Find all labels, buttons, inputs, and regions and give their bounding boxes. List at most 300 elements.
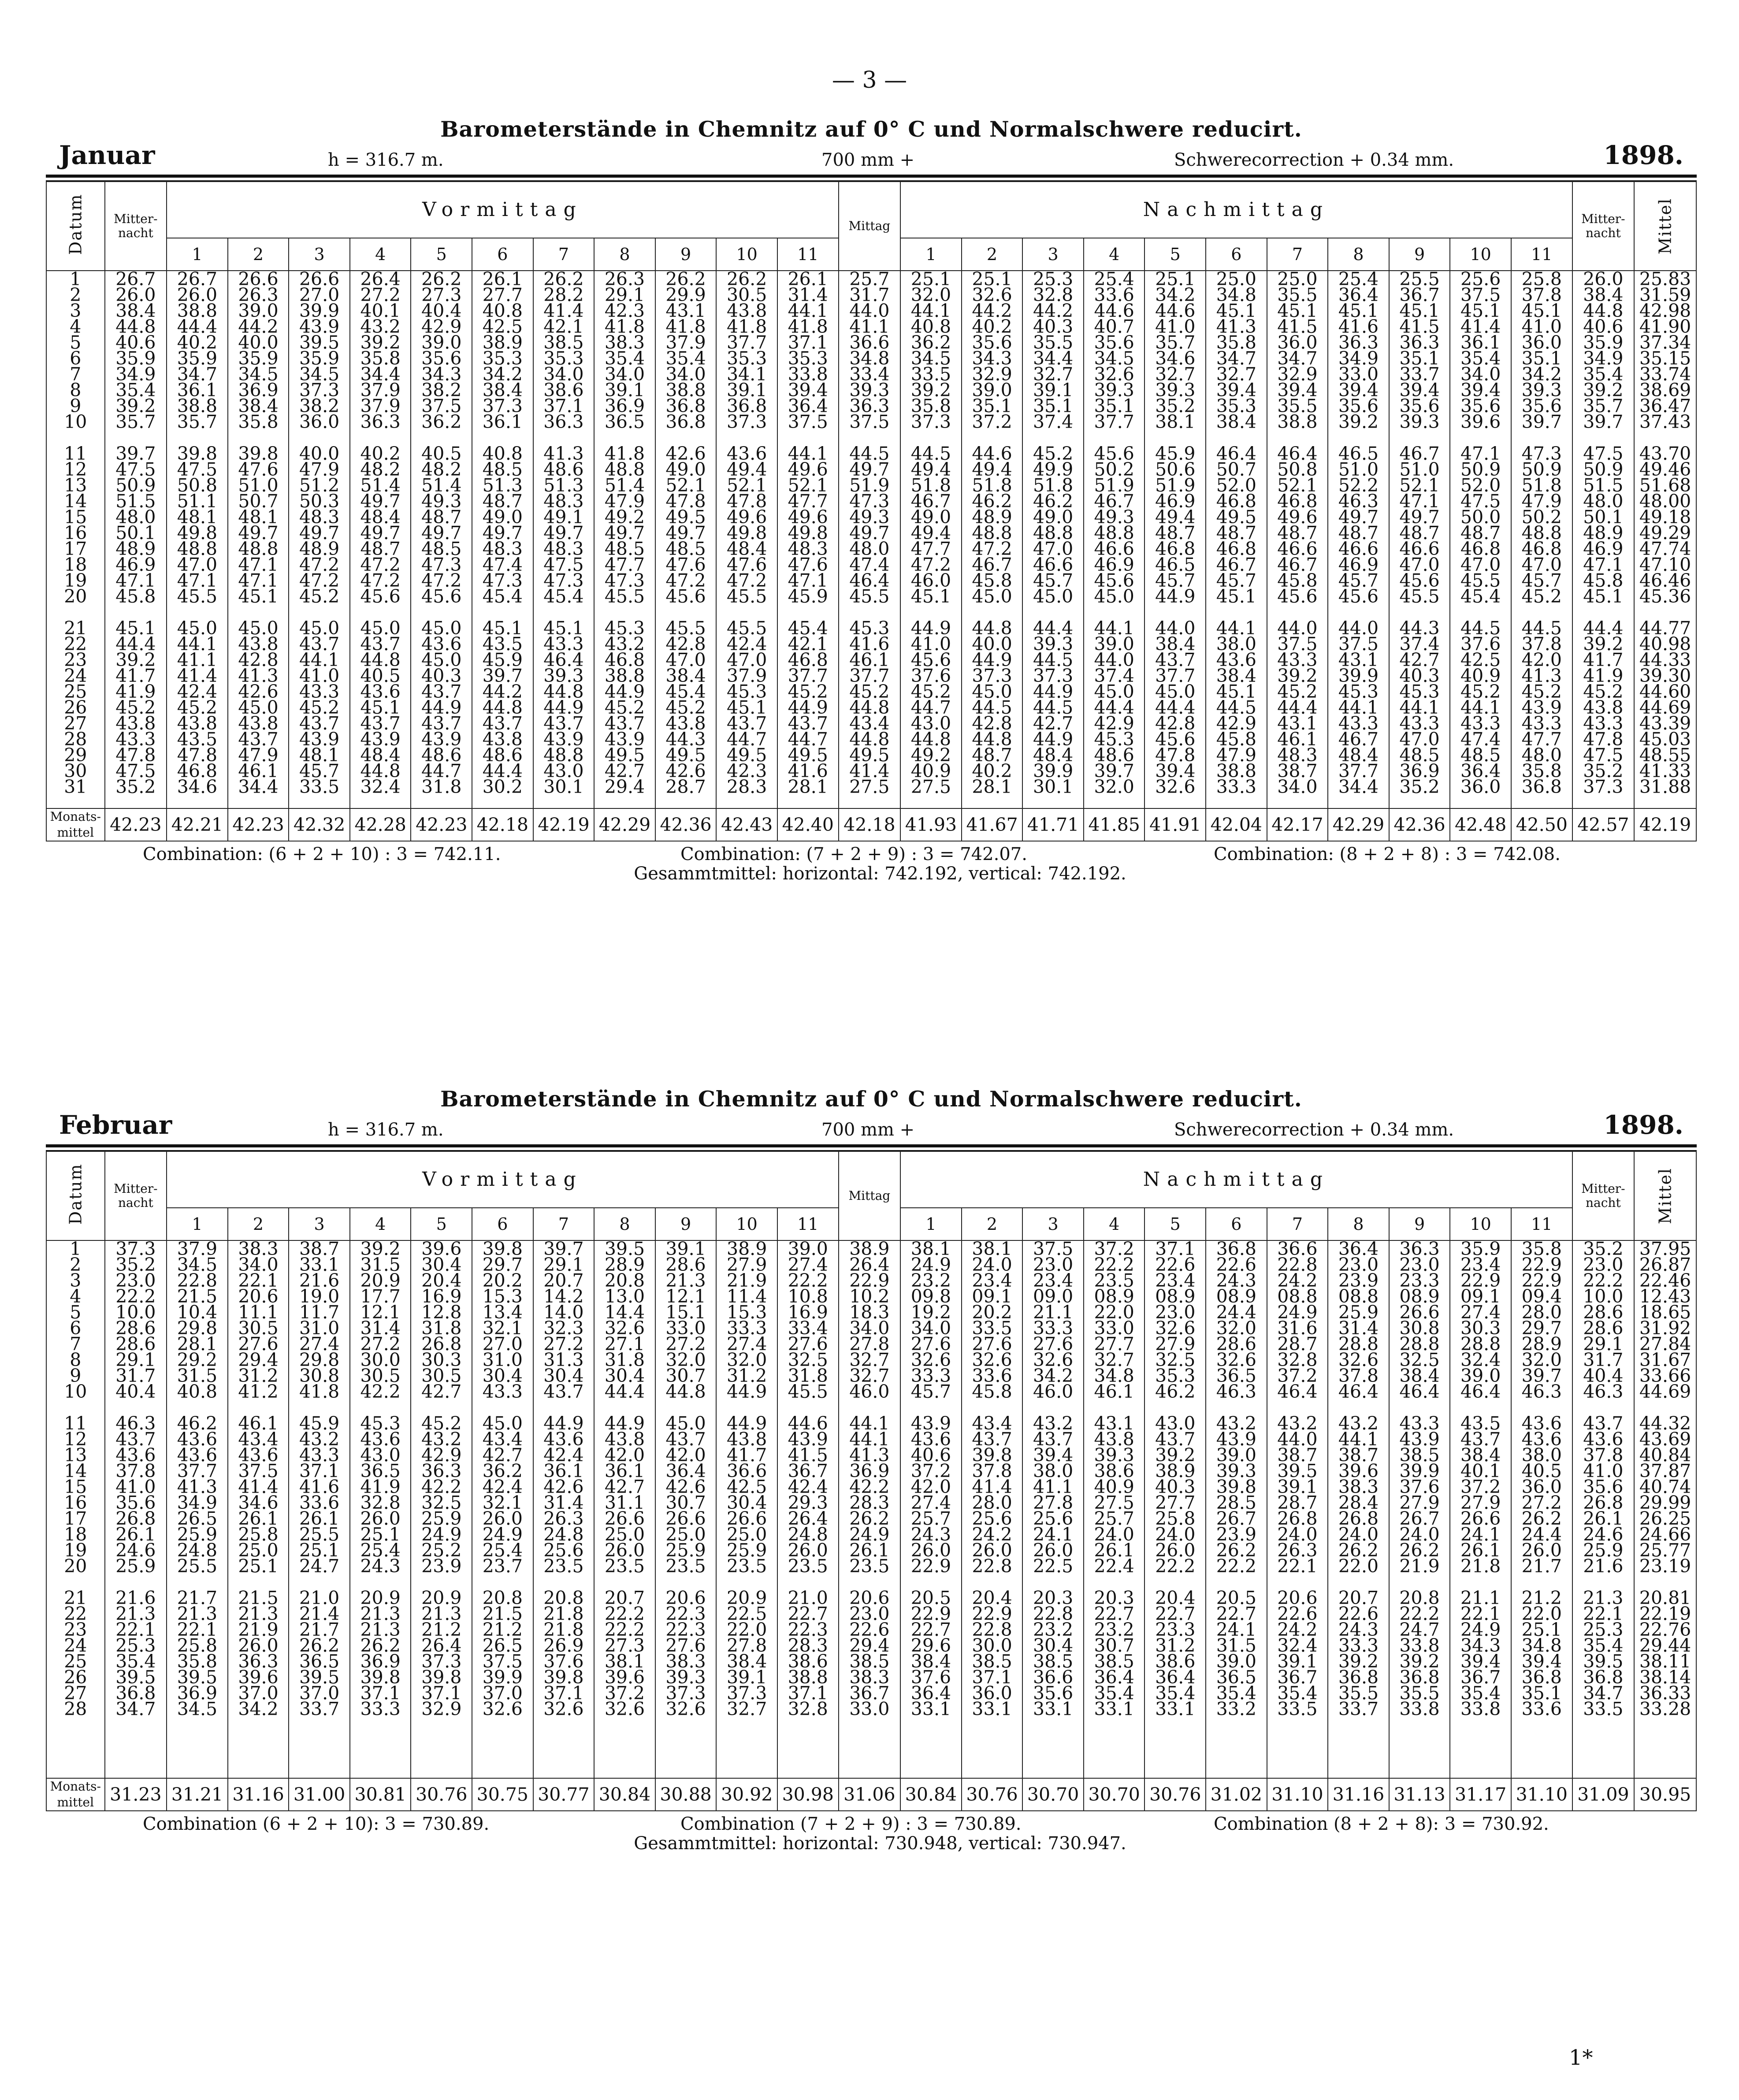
- value-cell: 33.6: [962, 1368, 1023, 1384]
- value-cell: 41.0: [1572, 1463, 1635, 1479]
- spacer-cell: [1511, 1717, 1572, 1778]
- header-hour: 11: [1511, 1208, 1572, 1240]
- mean-cell: 31.17: [1450, 1778, 1511, 1811]
- day-cell: 26: [46, 1669, 105, 1685]
- value-cell: 38.4: [228, 398, 289, 414]
- day-cell: 11: [46, 446, 105, 462]
- value-cell: 22.9: [1511, 1257, 1572, 1273]
- value-cell: 30.7: [655, 1495, 717, 1511]
- day-cell: 25: [46, 1653, 105, 1669]
- value-cell: 35.4: [105, 382, 167, 398]
- value-cell: 25.7: [1084, 1511, 1145, 1527]
- spacer-cell: [289, 1717, 350, 1778]
- value-cell: 44.9: [777, 700, 839, 715]
- value-cell: 34.2: [1511, 366, 1572, 382]
- value-cell: 45.1: [1511, 303, 1572, 319]
- value-cell: 40.5: [411, 446, 472, 462]
- value-cell: 28.2: [533, 287, 595, 303]
- value-cell: 41.1: [839, 319, 901, 335]
- value-cell: 43.9: [350, 731, 411, 747]
- value-cell: 21.3: [167, 1606, 228, 1622]
- mean-cell: 41.85: [1084, 808, 1145, 841]
- mean-cell: 30.75: [472, 1778, 533, 1811]
- value-cell: 25.77: [1634, 1542, 1696, 1558]
- value-cell: 36.6: [716, 1463, 777, 1479]
- value-cell: 45.5: [1450, 573, 1511, 588]
- mean-cell: 41.67: [962, 808, 1023, 841]
- value-cell: 35.9: [167, 350, 228, 366]
- value-cell: 44.4: [105, 636, 167, 652]
- value-cell: 46.8: [1511, 541, 1572, 557]
- value-cell: 39.6: [228, 1669, 289, 1685]
- value-cell: 42.3: [716, 763, 777, 779]
- value-cell: 51.1: [167, 493, 228, 509]
- value-cell: 43.6: [716, 446, 777, 462]
- value-cell: 26.0: [1144, 1542, 1206, 1558]
- value-cell: 42.4: [777, 1479, 839, 1495]
- value-cell: 43.5: [1450, 1415, 1511, 1431]
- value-cell: 42.2: [411, 1479, 472, 1495]
- value-cell: 43.6: [167, 1447, 228, 1463]
- spacer-cell: [1206, 1717, 1267, 1778]
- value-cell: 21.8: [533, 1606, 595, 1622]
- value-cell: 31.5: [167, 1368, 228, 1384]
- day-cell: 22: [46, 1606, 105, 1622]
- value-cell: 46.9: [1328, 557, 1389, 573]
- year: 1898.: [1603, 1110, 1683, 1140]
- value-cell: 39.2: [1572, 382, 1635, 398]
- value-cell: 22.46: [1634, 1273, 1696, 1288]
- value-cell: 32.9: [1267, 366, 1328, 382]
- value-cell: 39.0: [962, 382, 1023, 398]
- value-cell: 45.0: [962, 684, 1023, 700]
- monthly-mean-row: [46, 1778, 1696, 1811]
- value-cell: 24.3: [1206, 1273, 1267, 1288]
- mean-cell: 30.98: [777, 1778, 839, 1811]
- value-cell: 26.2: [533, 271, 595, 287]
- value-cell: 32.7: [1084, 1352, 1145, 1368]
- value-cell: 35.5: [1328, 1685, 1389, 1701]
- header-hour: 1: [900, 1208, 962, 1240]
- value-cell: 51.68: [1634, 477, 1696, 493]
- value-cell: 30.3: [411, 1352, 472, 1368]
- mean-cell: 42.17: [1267, 808, 1328, 841]
- day-cell: 9: [46, 1368, 105, 1384]
- value-cell: 41.5: [777, 1447, 839, 1463]
- row-spacer: [46, 1717, 1696, 1778]
- value-cell: 47.2: [289, 573, 350, 588]
- value-cell: 24.1: [1022, 1527, 1084, 1542]
- value-cell: 25.0: [1267, 271, 1328, 287]
- value-cell: 32.6: [655, 1701, 717, 1717]
- value-cell: 45.2: [167, 700, 228, 715]
- rule: [46, 175, 1697, 178]
- value-cell: 34.8: [1206, 287, 1267, 303]
- value-cell: 39.0: [1206, 1653, 1267, 1669]
- value-cell: 43.6: [533, 1431, 595, 1447]
- value-cell: 28.6: [655, 1257, 717, 1273]
- value-cell: 22.8: [167, 1273, 228, 1288]
- value-cell: 37.2: [1267, 1368, 1328, 1384]
- value-cell: 36.4: [1328, 1240, 1389, 1257]
- value-cell: 49.6: [1267, 509, 1328, 525]
- value-cell: 27.6: [777, 1336, 839, 1352]
- value-cell: 39.5: [1572, 1653, 1635, 1669]
- mean-cell: 42.29: [594, 808, 655, 841]
- value-cell: 43.2: [289, 1431, 350, 1447]
- value-cell: 24.2: [962, 1527, 1023, 1542]
- value-cell: 22.1: [1267, 1558, 1328, 1574]
- value-cell: 39.3: [1206, 1463, 1267, 1479]
- value-cell: 33.3: [900, 1368, 962, 1384]
- value-cell: 39.7: [1511, 414, 1572, 430]
- value-cell: 35.7: [105, 414, 167, 430]
- value-cell: 36.0: [289, 414, 350, 430]
- value-cell: 22.6: [1267, 1606, 1328, 1622]
- value-cell: 38.14: [1634, 1669, 1696, 1685]
- value-cell: 11.1: [228, 1304, 289, 1320]
- value-cell: 49.7: [839, 462, 901, 477]
- value-cell: 10.2: [839, 1288, 901, 1304]
- value-cell: 30.4: [472, 1368, 533, 1384]
- value-cell: 39.5: [1267, 1463, 1328, 1479]
- value-cell: 42.0: [655, 1447, 717, 1463]
- day-cell: 31: [46, 779, 105, 795]
- value-cell: 27.6: [1022, 1336, 1084, 1352]
- value-cell: 40.1: [1450, 1463, 1511, 1479]
- value-cell: 34.0: [533, 366, 595, 382]
- mean-cell: 41.91: [1144, 808, 1206, 841]
- value-cell: 34.9: [1572, 350, 1635, 366]
- value-cell: 41.6: [839, 636, 901, 652]
- value-cell: 39.1: [1267, 1653, 1328, 1669]
- day-cell: 19: [46, 1542, 105, 1558]
- value-cell: 24.1: [1450, 1527, 1511, 1542]
- value-cell: 42.7: [594, 1479, 655, 1495]
- value-cell: 25.0: [655, 1527, 717, 1542]
- value-cell: 43.7: [594, 715, 655, 731]
- value-cell: 32.1: [472, 1495, 533, 1511]
- header-hour: 3: [1022, 1208, 1084, 1240]
- value-cell: 37.7: [167, 1463, 228, 1479]
- value-cell: 49.9: [1022, 462, 1084, 477]
- value-cell: 27.6: [962, 1336, 1023, 1352]
- value-cell: 15.3: [472, 1288, 533, 1304]
- value-cell: 32.6: [962, 1352, 1023, 1368]
- value-cell: 39.0: [228, 303, 289, 319]
- value-cell: 37.5: [1450, 287, 1511, 303]
- value-cell: 35.4: [1144, 1685, 1206, 1701]
- value-cell: 34.2: [472, 366, 533, 382]
- value-cell: 40.0: [962, 636, 1023, 652]
- value-cell: 28.6: [1572, 1304, 1635, 1320]
- value-cell: 44.77: [1634, 620, 1696, 636]
- value-cell: 45.6: [655, 588, 717, 604]
- value-cell: 20.9: [411, 1590, 472, 1606]
- value-cell: 36.5: [350, 1463, 411, 1479]
- value-cell: 39.2: [105, 652, 167, 668]
- value-cell: 44.2: [1022, 303, 1084, 319]
- station-height: h = 316.7 m.: [328, 150, 444, 170]
- value-cell: 49.5: [777, 747, 839, 763]
- value-cell: 46.6: [1084, 541, 1145, 557]
- value-cell: 44.1: [1328, 700, 1389, 715]
- value-cell: 23.0: [839, 1606, 901, 1622]
- value-cell: 40.8: [167, 1384, 228, 1400]
- day-cell: 21: [46, 1590, 105, 1606]
- value-cell: 34.8: [839, 350, 901, 366]
- value-cell: 39.1: [716, 1669, 777, 1685]
- value-cell: 20.6: [655, 1590, 717, 1606]
- value-cell: 45.1: [1206, 588, 1267, 604]
- value-cell: 37.4: [1084, 668, 1145, 684]
- value-cell: 35.1: [1389, 350, 1450, 366]
- value-cell: 39.9: [1389, 1463, 1450, 1479]
- value-cell: 30.5: [411, 1368, 472, 1384]
- value-cell: 29.7: [1511, 1320, 1572, 1336]
- day-cell: 29: [46, 747, 105, 763]
- value-cell: 35.4: [1450, 350, 1511, 366]
- value-cell: 38.4: [1389, 1368, 1450, 1384]
- value-cell: 31.59: [1634, 287, 1696, 303]
- value-cell: 32.7: [1144, 366, 1206, 382]
- value-cell: 39.4: [1389, 382, 1450, 398]
- value-cell: 41.4: [533, 303, 595, 319]
- value-cell: 32.8: [350, 1495, 411, 1511]
- day-cell: 8: [46, 382, 105, 398]
- value-cell: 23.5: [1084, 1273, 1145, 1288]
- value-cell: 35.6: [1389, 398, 1450, 414]
- value-cell: 35.6: [962, 335, 1023, 350]
- value-cell: 35.1: [1084, 398, 1145, 414]
- mean-cell: 42.28: [350, 808, 411, 841]
- value-cell: 25.8: [1144, 1511, 1206, 1527]
- value-cell: 35.6: [1511, 398, 1572, 414]
- header-hour: 2: [962, 238, 1023, 271]
- value-cell: 39.1: [716, 382, 777, 398]
- value-cell: 49.7: [533, 525, 595, 541]
- value-cell: 43.8: [1084, 1431, 1145, 1447]
- value-cell: 20.8: [533, 1590, 595, 1606]
- day-cell: 10: [46, 414, 105, 430]
- value-cell: 14.4: [594, 1304, 655, 1320]
- value-cell: 35.6: [1084, 335, 1145, 350]
- value-cell: 34.7: [1206, 350, 1267, 366]
- value-cell: 25.1: [1511, 1622, 1572, 1638]
- value-cell: 37.3: [472, 398, 533, 414]
- value-cell: 39.9: [1022, 763, 1084, 779]
- value-cell: 20.81: [1634, 1590, 1696, 1606]
- value-cell: 21.3: [350, 1606, 411, 1622]
- value-cell: 39.6: [411, 1240, 472, 1257]
- pressure-table: [46, 1151, 1697, 1811]
- value-cell: 36.8: [1206, 1240, 1267, 1257]
- value-cell: 22.1: [228, 1273, 289, 1288]
- value-cell: 33.0: [1084, 1320, 1145, 1336]
- value-cell: 41.3: [1206, 319, 1267, 335]
- value-cell: 43.9: [900, 1415, 962, 1431]
- value-cell: 22.7: [1084, 1606, 1145, 1622]
- value-cell: 36.1: [1450, 335, 1511, 350]
- value-cell: 45.3: [839, 620, 901, 636]
- value-cell: 51.4: [594, 477, 655, 493]
- value-cell: 37.9: [350, 382, 411, 398]
- value-cell: 43.3: [1267, 652, 1328, 668]
- value-cell: 24.2: [1267, 1622, 1328, 1638]
- value-cell: 47.1: [228, 573, 289, 588]
- value-cell: 25.1: [962, 271, 1023, 287]
- day-cell: 10: [46, 1384, 105, 1400]
- value-cell: 37.3: [1572, 779, 1635, 795]
- value-cell: 47.3: [533, 573, 595, 588]
- value-cell: 39.2: [900, 382, 962, 398]
- value-cell: 47.5: [1572, 446, 1635, 462]
- value-cell: 38.4: [1144, 636, 1206, 652]
- value-cell: 43.70: [1634, 446, 1696, 462]
- value-cell: 37.3: [289, 382, 350, 398]
- value-cell: 32.5: [1144, 1352, 1206, 1368]
- value-cell: 41.0: [289, 668, 350, 684]
- value-cell: 29.1: [533, 1257, 595, 1273]
- value-cell: 23.9: [411, 1558, 472, 1574]
- day-cell: 17: [46, 1511, 105, 1527]
- value-cell: 48.7: [1450, 525, 1511, 541]
- value-cell: 22.1: [1450, 1606, 1511, 1622]
- value-cell: 46.8: [1206, 493, 1267, 509]
- spacer-cell: [777, 1717, 839, 1778]
- value-cell: 31.8: [411, 779, 472, 795]
- value-cell: 43.0: [900, 715, 962, 731]
- value-cell: 28.8: [1450, 1336, 1511, 1352]
- value-cell: 48.4: [716, 541, 777, 557]
- value-cell: 21.6: [105, 1590, 167, 1606]
- value-cell: 48.6: [472, 747, 533, 763]
- value-cell: 44.1: [777, 303, 839, 319]
- page-signature: 1*: [1569, 2045, 1593, 2070]
- value-cell: 26.1: [777, 271, 839, 287]
- value-cell: 36.3: [350, 414, 411, 430]
- value-cell: 43.7: [350, 636, 411, 652]
- combination-1: Combination (6 + 2 + 10): 3 = 730.89.: [143, 1814, 490, 1834]
- value-cell: 34.3: [962, 350, 1023, 366]
- value-cell: 41.4: [962, 1479, 1023, 1495]
- value-cell: 44.5: [1206, 700, 1267, 715]
- value-cell: 25.5: [167, 1558, 228, 1574]
- value-cell: 47.5: [105, 462, 167, 477]
- base-value: 700 mm +: [821, 150, 915, 170]
- value-cell: 37.6: [1450, 636, 1511, 652]
- header-hour: 6: [472, 238, 533, 271]
- value-cell: 43.6: [167, 1431, 228, 1447]
- value-cell: 49.5: [655, 509, 717, 525]
- value-cell: 26.1: [105, 1527, 167, 1542]
- value-cell: 09.1: [1450, 1288, 1511, 1304]
- value-cell: 37.8: [1572, 1447, 1635, 1463]
- value-cell: 25.8: [1511, 271, 1572, 287]
- day-cell: 24: [46, 1638, 105, 1653]
- value-cell: 25.0: [228, 1542, 289, 1558]
- value-cell: 44.0: [1328, 620, 1389, 636]
- value-cell: 45.9: [289, 1415, 350, 1431]
- value-cell: 26.0: [167, 287, 228, 303]
- value-cell: 35.3: [716, 350, 777, 366]
- value-cell: 44.8: [350, 763, 411, 779]
- value-cell: 44.69: [1634, 700, 1696, 715]
- value-cell: 22.2: [105, 1288, 167, 1304]
- value-cell: 33.5: [1572, 1701, 1635, 1717]
- value-cell: 23.5: [533, 1558, 595, 1574]
- value-cell: 39.5: [289, 1669, 350, 1685]
- header-hour: 8: [1328, 238, 1389, 271]
- value-cell: 39.7: [472, 668, 533, 684]
- value-cell: 30.5: [228, 1320, 289, 1336]
- value-cell: 43.8: [167, 715, 228, 731]
- value-cell: 39.7: [533, 1240, 595, 1257]
- value-cell: 38.4: [716, 1653, 777, 1669]
- value-cell: 21.0: [289, 1590, 350, 1606]
- value-cell: 39.2: [105, 398, 167, 414]
- value-cell: 25.1: [350, 1527, 411, 1542]
- value-cell: 22.3: [777, 1622, 839, 1638]
- value-cell: 48.7: [962, 747, 1023, 763]
- value-cell: 40.9: [1450, 668, 1511, 684]
- value-cell: 50.8: [1267, 462, 1328, 477]
- value-cell: 47.5: [1450, 493, 1511, 509]
- header-hour: 10: [1450, 1208, 1511, 1240]
- value-cell: 42.98: [1634, 303, 1696, 319]
- value-cell: 08.8: [1328, 1288, 1389, 1304]
- value-cell: 47.4: [839, 557, 901, 573]
- header-datum: [46, 182, 105, 271]
- day-cell: 13: [46, 477, 105, 493]
- value-cell: 35.6: [1328, 398, 1389, 414]
- value-cell: 23.7: [472, 1558, 533, 1574]
- value-cell: 33.0: [1328, 366, 1389, 382]
- value-cell: 47.2: [289, 557, 350, 573]
- value-cell: 38.0: [1206, 636, 1267, 652]
- value-cell: 37.5: [472, 1653, 533, 1669]
- value-cell: 40.2: [962, 763, 1023, 779]
- table-row: [46, 1558, 1696, 1574]
- value-cell: 27.0: [472, 1336, 533, 1352]
- value-cell: 24.7: [289, 1558, 350, 1574]
- value-cell: 27.9: [1389, 1495, 1450, 1511]
- value-cell: 37.2: [1084, 1240, 1145, 1257]
- value-cell: 28.9: [1511, 1336, 1572, 1352]
- value-cell: 31.8: [594, 1352, 655, 1368]
- value-cell: 38.7: [1328, 1447, 1389, 1463]
- value-cell: 49.1: [533, 509, 595, 525]
- header-hour: 8: [594, 238, 655, 271]
- value-cell: 44.8: [350, 652, 411, 668]
- value-cell: 21.9: [228, 1622, 289, 1638]
- value-cell: 42.7: [1389, 652, 1450, 668]
- value-cell: 28.6: [1206, 1336, 1267, 1352]
- value-cell: 45.3: [1084, 731, 1145, 747]
- value-cell: 37.5: [411, 398, 472, 414]
- value-cell: 45.0: [411, 652, 472, 668]
- value-cell: 31.1: [594, 1495, 655, 1511]
- value-cell: 45.0: [228, 620, 289, 636]
- value-cell: 22.6: [1328, 1606, 1389, 1622]
- value-cell: 33.7: [1328, 1701, 1389, 1717]
- value-cell: 44.9: [716, 1384, 777, 1400]
- value-cell: 37.6: [900, 1669, 962, 1685]
- value-cell: 47.9: [1206, 747, 1267, 763]
- mean-cell: 42.18: [839, 808, 901, 841]
- value-cell: 39.1: [655, 1240, 717, 1257]
- value-cell: 44.5: [900, 446, 962, 462]
